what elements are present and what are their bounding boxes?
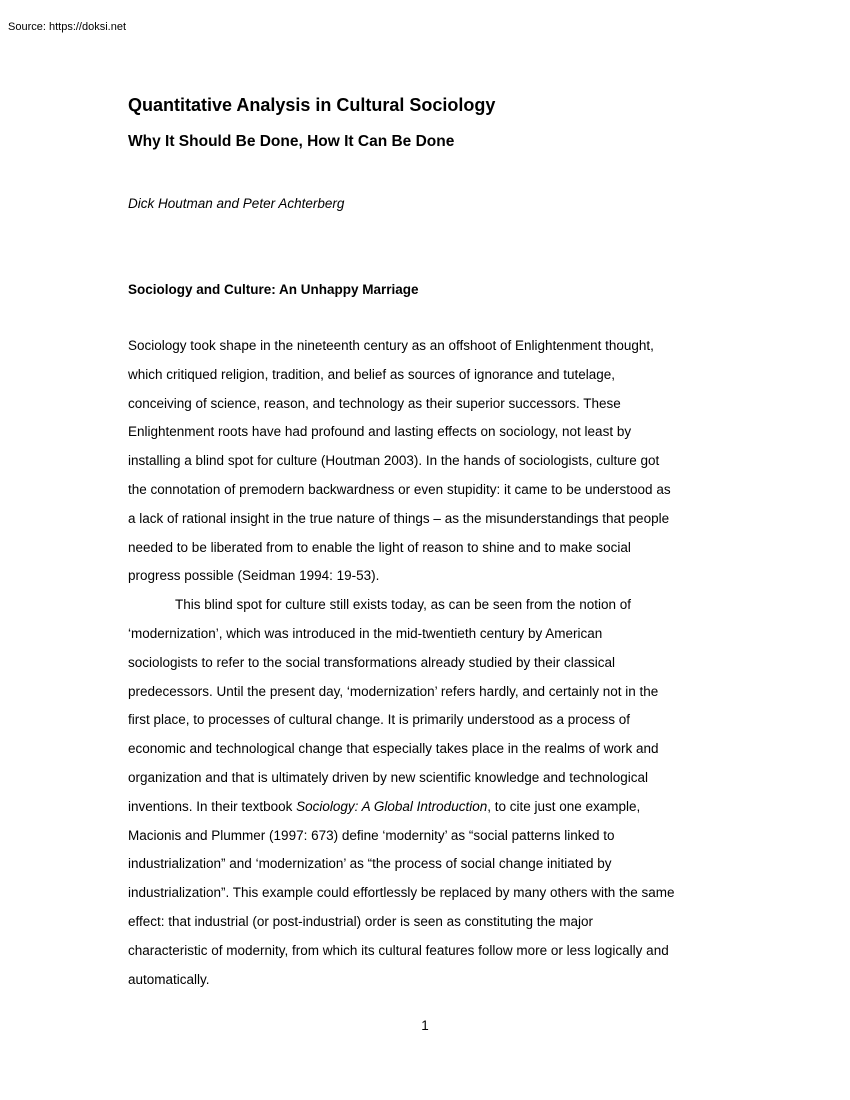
paragraph-2-line: organization and that is ultimately driven by new scientific knowledge and technological — [128, 769, 649, 785]
paragraph-2-line: industrialization” and ‘modernization’ as “the process of social change initiated by — [128, 856, 612, 872]
document-subtitle: Why It Should Be Done, How It Can Be Done — [128, 133, 455, 150]
paragraph-2-line: Macionis and Plummer (1997: 673) define ‘modernity’ as “social patterns linked to — [128, 827, 615, 843]
paragraph-1-line: Enlightenment roots have had profound and lasting effects on sociology, not least by — [128, 424, 632, 440]
paragraph-1-line: conceiving of science, reason, and technology as their superior successors. These — [128, 395, 621, 411]
paragraph-2-line: automatically. — [128, 971, 210, 987]
source-label: Source: https://doksi.net — [8, 21, 127, 33]
body-text — [128, 336, 728, 998]
paragraph-2-line: ‘modernization’, which was introduced in the mid-twentieth century by American — [128, 625, 603, 641]
paragraph-2-line: effect: that industrial (or post-industrial) order is seen as constituting the major — [128, 913, 593, 929]
paragraph-2-line: characteristic of modernity, from which its cultural features follow more or less logically and — [128, 942, 669, 958]
paragraph-1-line: the connotation of premodern backwardness or even stupidity: it came to be understood as — [128, 481, 671, 497]
paragraph-1-line: which critiqued religion, tradition, and belief as sources of ignorance and tutelage, — [128, 366, 616, 382]
paragraph-1-line: needed to be liberated from to enable the light of reason to shine and to make social — [128, 539, 631, 555]
paragraph-1-line: Sociology took shape in the nineteenth century as an offshoot of Enlightenment thought, — [128, 338, 654, 353]
paragraph-1-line: a lack of rational insight in the true nature of things – as the misunderstandings that people — [128, 510, 670, 526]
paragraph-2-line: This blind spot for culture still exists today, as can be seen from the notion of — [175, 597, 631, 613]
document-title: Quantitative Analysis in Cultural Sociology — [128, 95, 496, 115]
paragraph-2-line: economic and technological change that especially takes place in the realms of work and — [128, 741, 659, 757]
section-heading: Sociology and Culture: An Unhappy Marriage — [128, 282, 419, 297]
line-text-before-italic: inventions. In their textbook — [128, 798, 297, 814]
document-authors: Dick Houtman and Peter Achterberg — [128, 196, 345, 211]
paragraph-2-line: first place, to processes of cultural change. It is primarily understood as a process of — [128, 712, 630, 728]
line-text-after-italic: , to cite just one example, — [487, 798, 641, 814]
paragraph-1-line: installing a blind spot for culture (Houtman 2003). In the hands of sociologists, culture got — [128, 453, 660, 469]
paragraph-2-line: industrialization”. This example could effortlessly be replaced by many others with the same — [128, 885, 675, 901]
paragraph-2-line: predecessors. Until the present day, ‘modernization’ refers hardly, and certainly not in the — [128, 683, 659, 699]
paragraph-2-line-with-italic — [128, 797, 728, 826]
paragraph-2-line: sociologists to refer to the social transformations already studied by their classical — [128, 654, 615, 670]
paragraph-1-line: progress possible (Seidman 1994: 19-53). — [128, 568, 380, 584]
book-title-italic: Sociology: A Global Introduction — [296, 798, 488, 814]
page-number: 1 — [421, 1018, 429, 1033]
